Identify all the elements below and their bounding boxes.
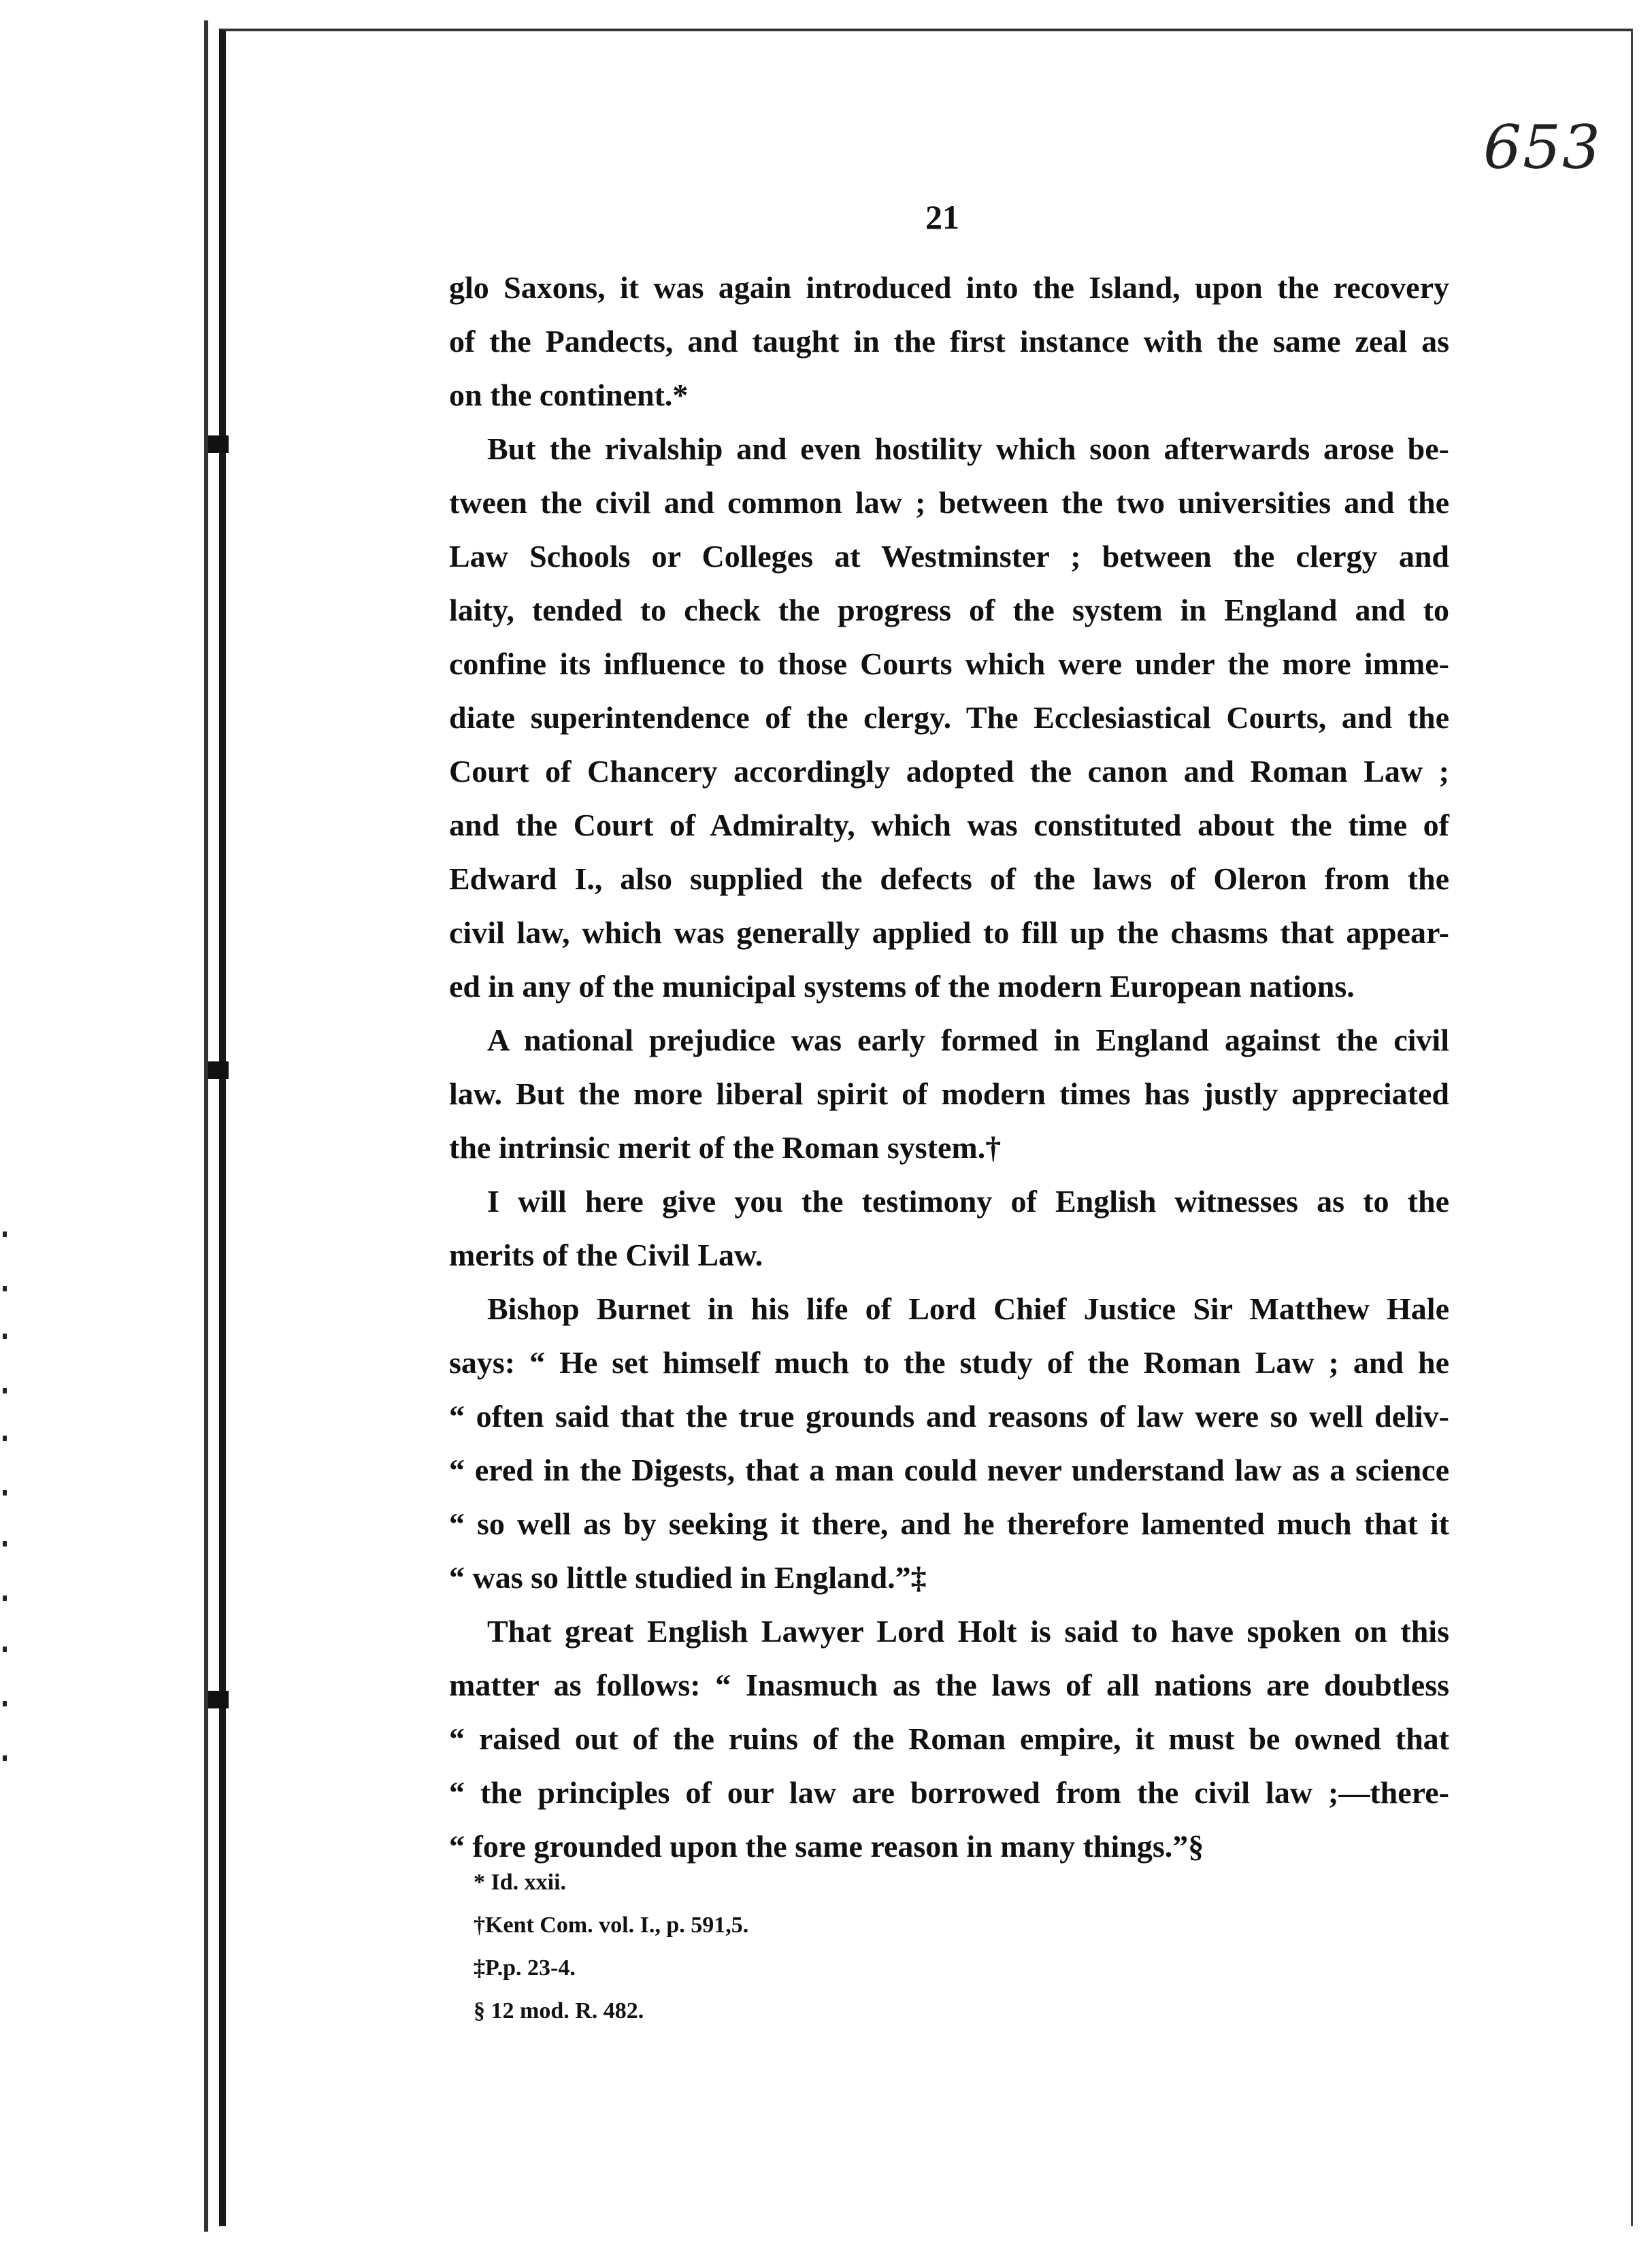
text-line: Bishop Burnet in his life of Lord Chief Justice Sir Matthew Hale — [487, 1291, 1449, 1326]
text-line: law. But the more liberal spirit of modern times has justly appreciated — [449, 1076, 1449, 1111]
text-line: “ so well as by seeking it there, and he therefore lamented much that it — [449, 1506, 1449, 1541]
page-number: 21 — [925, 198, 959, 236]
text-line: “ often said that the true grounds and reasons of law were so well deliv- — [449, 1399, 1449, 1434]
facing-page-edge — [204, 20, 208, 2232]
text-line: merits of the Civil Law. — [449, 1238, 763, 1272]
text-line: civil law, which was generally applied to fill up the chasms that appear- — [449, 915, 1449, 950]
handwritten-folio-number: 653 — [1483, 112, 1602, 182]
text-line: “ the principles of our law are borrowed from the civil law ;—there- — [449, 1775, 1449, 1810]
text-line: Law Schools or Colleges at Westminster ; between the clergy and — [449, 539, 1449, 574]
text-line: glo Saxons, it was again introduced into the Island, upon the recovery — [449, 270, 1449, 305]
text-line: But the rivalship and even hostility which soon afterwards arose be- — [487, 431, 1449, 466]
footnote: †Kent Com. vol. I., p. 591,5. — [474, 1913, 749, 1938]
text-line: and the Court of Admiralty, which was constituted about the time of — [449, 808, 1449, 842]
body-text — [449, 262, 1449, 1874]
text-line: says: “ He set himself much to the study of the Roman Law ; and he — [449, 1345, 1449, 1380]
text-line: Court of Chancery accordingly adopted the canon and Roman Law ; — [449, 754, 1449, 789]
text-line: matter as follows: “ Inasmuch as the laws of all nations are doubtless — [449, 1668, 1449, 1702]
text-line: “ ered in the Digests, that a man could never understand law as a science — [449, 1453, 1449, 1487]
facing-page — [0, 0, 219, 2248]
text-line: confine its influence to those Courts which were under the more imme- — [449, 646, 1449, 681]
binding-thread-mark — [208, 1691, 229, 1708]
text-line: A national prejudice was early formed in England against the civil — [487, 1023, 1449, 1057]
text-line: That great English Lawyer Lord Holt is said to have spoken on this — [487, 1614, 1449, 1649]
binding-thread-mark — [208, 435, 229, 453]
binding-thread-mark — [208, 1061, 229, 1079]
text-line: diate superintendence of the clergy. The Ecclesiastical Courts, and the — [449, 700, 1449, 735]
text-line: laity, tended to check the progress of the system in England and to — [449, 593, 1449, 627]
text-line: on the continent.* — [449, 378, 689, 412]
text-line: “ raised out of the ruins of the Roman empire, it must be owned that — [449, 1721, 1449, 1756]
footnote: ‡P.p. 23-4. — [474, 1955, 576, 1981]
footnote: * Id. xxii. — [474, 1870, 567, 1895]
footnote: § 12 mod. R. 482. — [474, 1998, 644, 2023]
text-line: ed in any of the municipal systems of the modern European nations. — [449, 969, 1355, 1004]
text-line: Edward I., also supplied the defects of the laws of Oleron from the — [449, 861, 1449, 896]
text-line: of the Pandects, and taught in the first instance with the same zeal as — [449, 324, 1449, 359]
text-line: I will here give you the testimony of English witnesses as to the — [487, 1184, 1449, 1219]
text-line: “ fore grounded upon the same reason in many things.”§ — [449, 1829, 1204, 1864]
text-line: “ was so little studied in England.”‡ — [449, 1560, 927, 1595]
footnotes — [474, 1861, 748, 2032]
text-line: the intrinsic merit of the Roman system.† — [449, 1130, 1002, 1165]
text-line: tween the civil and common law ; between the two universities and the — [449, 485, 1449, 520]
